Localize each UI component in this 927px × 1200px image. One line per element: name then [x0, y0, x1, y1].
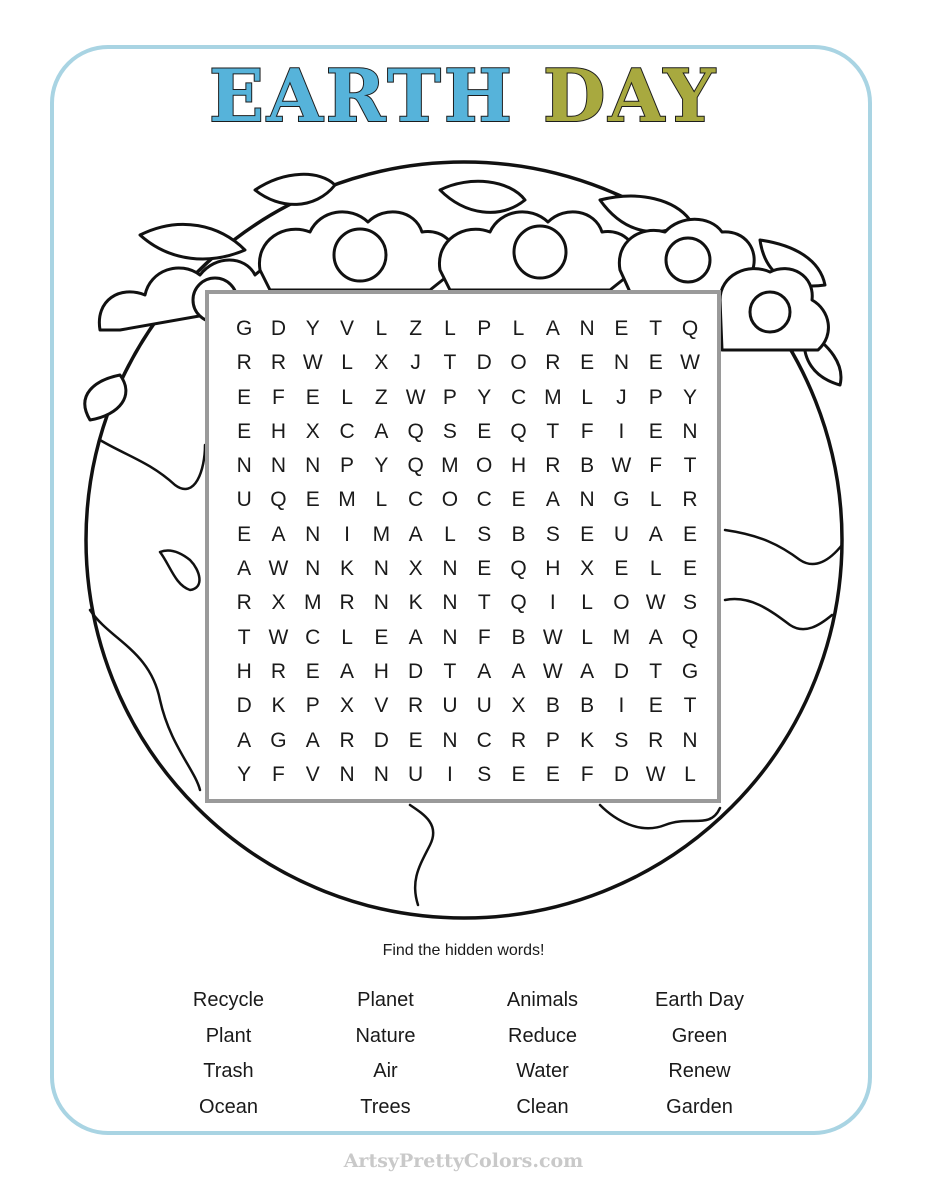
grid-letter-cell: Q [407, 454, 424, 478]
grid-letter-cell: B [580, 694, 595, 718]
grid-letter-cell: V [340, 317, 355, 340]
grid-letter-cell: Q [510, 557, 527, 581]
grid-letter-cell: E [237, 419, 252, 443]
grid-letter-cell: N [442, 557, 458, 581]
grid-letter-cell: L [581, 625, 593, 649]
grid-letter-cell: W [405, 385, 426, 409]
grid-letter-cell: U [442, 694, 458, 718]
grid-letter-cell: N [236, 454, 252, 478]
grid-letter-cell: O [510, 351, 527, 375]
grid-letter-cell: P [305, 694, 320, 718]
grid-letter-cell: Q [510, 591, 527, 615]
grid-letter-cell: A [237, 557, 252, 581]
grid-letter-cell: A [545, 317, 560, 340]
grid-letter-cell: T [443, 351, 457, 375]
grid-letter-cell: E [237, 522, 252, 546]
grid-letter-cell: N [442, 728, 458, 752]
grid-letter-cell: K [271, 694, 286, 718]
grid-letter-cell: F [580, 419, 594, 443]
grid-letter-cell: U [476, 694, 492, 718]
grid-letter-cell: S [442, 419, 457, 443]
word-list-item: Clean [516, 1095, 569, 1118]
grid-letter-cell: N [373, 557, 389, 581]
grid-letter-cell: C [408, 488, 424, 512]
grid-letter-cell: N [579, 317, 595, 340]
grid-letter-cell: T [546, 419, 560, 443]
grid-letter-cell: N [682, 728, 698, 752]
grid-letter-cell: P [545, 728, 560, 752]
grid-letter-cell: H [373, 659, 389, 683]
grid-letter-cell: B [545, 694, 560, 718]
grid-letter-cell: N [270, 454, 287, 478]
grid-letter-cell: K [580, 728, 595, 752]
grid-letter-cell: Y [374, 454, 389, 478]
grid-letter-cell: W [302, 351, 323, 375]
grid-letter-cell: E [374, 625, 389, 649]
grid-letter-cell: U [236, 488, 252, 512]
grid-letter-cell: A [545, 488, 560, 512]
grid-letter-cell: D [373, 728, 389, 752]
grid-letter-cell: W [680, 351, 700, 375]
instructions-text: Find the hidden words! [382, 942, 545, 959]
grid-letter-cell: L [444, 317, 456, 340]
grid-letter-cell: N [305, 454, 321, 478]
grid-letter-cell: Q [681, 317, 699, 340]
grid-letter-cell: H [545, 557, 561, 581]
grid-letter-cell: R [545, 454, 561, 478]
grid-letter-cell: A [340, 659, 355, 683]
grid-letter-cell: M [372, 522, 391, 546]
word-list-item: Garden [666, 1095, 733, 1118]
grid-letter-cell: L [375, 488, 388, 512]
grid-letter-cell: O [441, 488, 459, 512]
grid-letter-cell: U [408, 762, 424, 786]
grid-letter-cell: M [303, 591, 322, 615]
grid-letter-cell: C [476, 728, 492, 752]
grid-letter-cell: R [270, 351, 287, 375]
grid-letter-cell: G [235, 317, 253, 340]
grid-letter-cell: A [511, 659, 526, 683]
word-list-item: Trees [360, 1095, 411, 1118]
word-list-item: Green [671, 1024, 728, 1047]
grid-letter-cell: Z [409, 317, 423, 340]
word-list-item: Planet [357, 989, 414, 1011]
grid-letter-cell: F [580, 762, 594, 786]
grid-letter-cell: G [681, 659, 699, 683]
grid-letter-cell: A [580, 659, 595, 683]
grid-letter-cell: N [373, 762, 389, 786]
grid-letter-cell: N [442, 591, 458, 615]
grid-letter-cell: W [268, 557, 289, 581]
grid-letter-cell: J [616, 385, 627, 409]
grid-letter-cell: V [305, 762, 320, 786]
grid-letter-cell: M [338, 488, 356, 512]
grid-letter-cell: Q [407, 419, 424, 443]
grid-letter-cell: B [580, 454, 595, 478]
word-list-item: Nature [355, 1024, 416, 1047]
grid-letter-cell: S [614, 728, 629, 752]
grid-letter-cell: E [614, 557, 629, 581]
grid-letter-cell: Y [305, 317, 320, 340]
grid-letter-cell: W [542, 659, 563, 683]
grid-letter-cell: E [511, 488, 526, 512]
grid-letter-cell: E [477, 557, 492, 581]
grid-letter-cell: U [613, 522, 629, 546]
grid-letter-cell: A [374, 419, 389, 443]
title-day: DAY [542, 53, 719, 138]
grid-letter-cell: G [613, 488, 630, 512]
grid-letter-cell: K [408, 591, 423, 615]
grid-letter-cell: F [272, 385, 285, 409]
grid-letter-cell: Q [510, 419, 527, 443]
grid-letter-cell: R [236, 591, 252, 615]
grid-letter-cell: T [649, 317, 663, 340]
word-list [150, 985, 778, 1127]
grid-letter-cell: E [580, 522, 595, 546]
grid-letter-cell: A [477, 659, 492, 683]
grid-letter-cell: Y [683, 385, 698, 409]
grid-letter-cell: L [444, 522, 456, 546]
word-list-item: Plant [205, 1024, 252, 1047]
word-list-item: Earth Day [655, 989, 744, 1011]
site-credit: ArtsyPrettyColors.com [343, 1150, 584, 1172]
grid-letter-cell: E [305, 659, 320, 683]
grid-letter-cell: H [510, 454, 527, 478]
grid-letter-cell: I [447, 762, 453, 786]
grid-letter-cell: E [648, 419, 663, 443]
grid-letter-cell: R [339, 591, 355, 615]
grid-letter-cell: R [339, 728, 355, 752]
grid-letter-cell: H [270, 419, 287, 443]
grid-letter-cell: A [305, 728, 320, 752]
grid-letter-cell: B [511, 522, 526, 546]
grid-letter-cell: A [408, 522, 423, 546]
grid-letter-cell: V [374, 694, 389, 718]
grid-letter-cell: C [510, 385, 527, 409]
grid-letter-cell: X [511, 694, 526, 718]
grid-letter-cell: T [649, 659, 663, 683]
grid-letter-cell: P [648, 385, 663, 409]
grid-letter-cell: S [477, 762, 492, 786]
grid-letter-cell: N [305, 557, 321, 581]
grid-letter-cell: N [305, 522, 321, 546]
grid-letter-cell: E [237, 385, 252, 409]
title-earth: EARTH [208, 53, 515, 138]
grid-letter-cell: A [237, 728, 252, 752]
word-search-grid-box [205, 290, 721, 803]
grid-letter-cell: Y [237, 762, 252, 786]
grid-letter-cell: A [648, 522, 663, 546]
grid-letter-cell: X [374, 351, 389, 375]
grid-letter-cell: L [684, 762, 696, 786]
grid-letter-cell: P [442, 385, 457, 409]
grid-letter-cell: R [648, 728, 664, 752]
grid-letter-cell: X [305, 419, 320, 443]
word-list-item: Renew [668, 1060, 731, 1082]
grid-letter-cell: T [477, 591, 491, 615]
grid-letter-cell: K [340, 557, 355, 581]
grid-letter-cell: T [237, 625, 251, 649]
grid-letter-cell: N [579, 488, 595, 512]
grid-letter-cell: W [611, 454, 632, 478]
grid-letter-cell: S [477, 522, 492, 546]
grid-letter-cell: I [618, 419, 625, 443]
grid-letter-cell: L [581, 385, 593, 409]
grid-letter-cell: L [512, 317, 525, 340]
word-list-item: Water [516, 1060, 569, 1082]
grid-letter-cell: N [339, 762, 355, 786]
grid-letter-cell: N [613, 351, 629, 375]
word-list-item: Air [373, 1060, 398, 1082]
grid-letter-cell: E [408, 728, 423, 752]
grid-letter-cell: D [476, 351, 492, 375]
grid-letter-cell: S [683, 591, 698, 615]
grid-letter-cell: R [510, 728, 527, 752]
word-list-item: Ocean [199, 1095, 258, 1118]
grid-letter-cell: R [682, 488, 698, 512]
grid-letter-cell: T [683, 454, 697, 478]
grid-letter-cell: R [408, 694, 424, 718]
grid-letter-cell: E [545, 762, 560, 786]
grid-letter-cell: H [236, 659, 252, 683]
grid-letter-cell: I [618, 694, 625, 718]
grid-letter-cell: X [580, 557, 595, 581]
grid-letter-cell: A [648, 625, 663, 649]
grid-letter-cell: D [613, 659, 629, 683]
grid-letter-cell: X [408, 557, 423, 581]
grid-letter-cell: J [410, 351, 421, 375]
grid-letter-cell: Y [477, 385, 492, 409]
grid-letter-cell: O [613, 591, 630, 615]
grid-letter-cell: I [344, 522, 350, 546]
grid-letter-cell: N [373, 591, 389, 615]
grid-letter-cell: N [682, 419, 698, 443]
grid-letter-cell: M [441, 454, 459, 478]
word-list-item: Recycle [192, 989, 265, 1011]
grid-letter-cell: E [511, 762, 526, 786]
grid-letter-cell: Z [374, 385, 388, 409]
grid-letter-cell: L [649, 557, 662, 581]
grid-letter-cell: M [612, 625, 631, 649]
grid-letter-cell: L [375, 317, 388, 340]
grid-letter-cell: T [443, 659, 457, 683]
grid-letter-cell: E [648, 351, 663, 375]
word-list-item: Animals [506, 989, 579, 1011]
grid-letter-cell: I [549, 591, 556, 615]
grid-letter-cell: E [683, 557, 698, 581]
grid-letter-cell: Q [270, 488, 287, 512]
grid-letter-cell: L [341, 385, 353, 409]
grid-letter-cell: C [339, 419, 355, 443]
grid-letter-cell: P [477, 317, 492, 340]
grid-letter-cell: E [305, 488, 320, 512]
grid-letter-cell: L [341, 351, 353, 375]
grid-letter-cell: R [236, 351, 252, 375]
grid-letter-cell: T [683, 694, 697, 718]
grid-letter-cell: W [645, 762, 666, 786]
grid-letter-cell: W [268, 625, 289, 649]
grid-letter-cell: D [270, 317, 287, 340]
grid-letter-cell: M [544, 385, 562, 409]
grid-letter-cell: B [511, 625, 526, 649]
grid-letter-cell: P [340, 454, 355, 478]
grid-letter-cell: G [270, 728, 287, 752]
grid-letter-cell: C [476, 488, 492, 512]
grid-letter-cell: W [542, 625, 563, 649]
grid-letter-cell: F [477, 625, 491, 649]
grid-letter-cell: A [271, 522, 286, 546]
grid-letter-cell: D [236, 694, 252, 718]
grid-letter-cell: W [645, 591, 666, 615]
grid-letter-cell: E [580, 351, 595, 375]
grid-letter-cell: R [270, 659, 287, 683]
grid-letter-cell: Q [681, 625, 699, 649]
word-search-grid [227, 312, 707, 792]
grid-letter-cell: D [408, 659, 424, 683]
word-list-item: Trash [203, 1060, 254, 1082]
grid-letter-cell: E [305, 385, 320, 409]
grid-letter-cell: L [341, 625, 353, 649]
grid-letter-cell: L [581, 591, 593, 615]
grid-letter-cell: E [648, 694, 663, 718]
grid-letter-cell: A [408, 625, 423, 649]
grid-letter-cell: E [683, 522, 698, 546]
grid-letter-cell: R [545, 351, 561, 375]
grid-letter-cell: O [476, 454, 493, 478]
grid-letter-cell: E [477, 419, 492, 443]
grid-letter-cell: X [271, 591, 286, 615]
grid-letter-cell: F [272, 762, 285, 786]
grid-letter-cell: F [649, 454, 663, 478]
grid-letter-cell: C [305, 625, 321, 649]
grid-letter-cell: S [545, 522, 560, 546]
word-list-item: Reduce [508, 1024, 577, 1047]
grid-letter-cell: L [649, 488, 662, 512]
grid-letter-cell: N [442, 625, 458, 649]
grid-letter-cell: D [613, 762, 629, 786]
grid-letter-cell: E [614, 317, 629, 340]
grid-letter-cell: X [340, 694, 355, 718]
